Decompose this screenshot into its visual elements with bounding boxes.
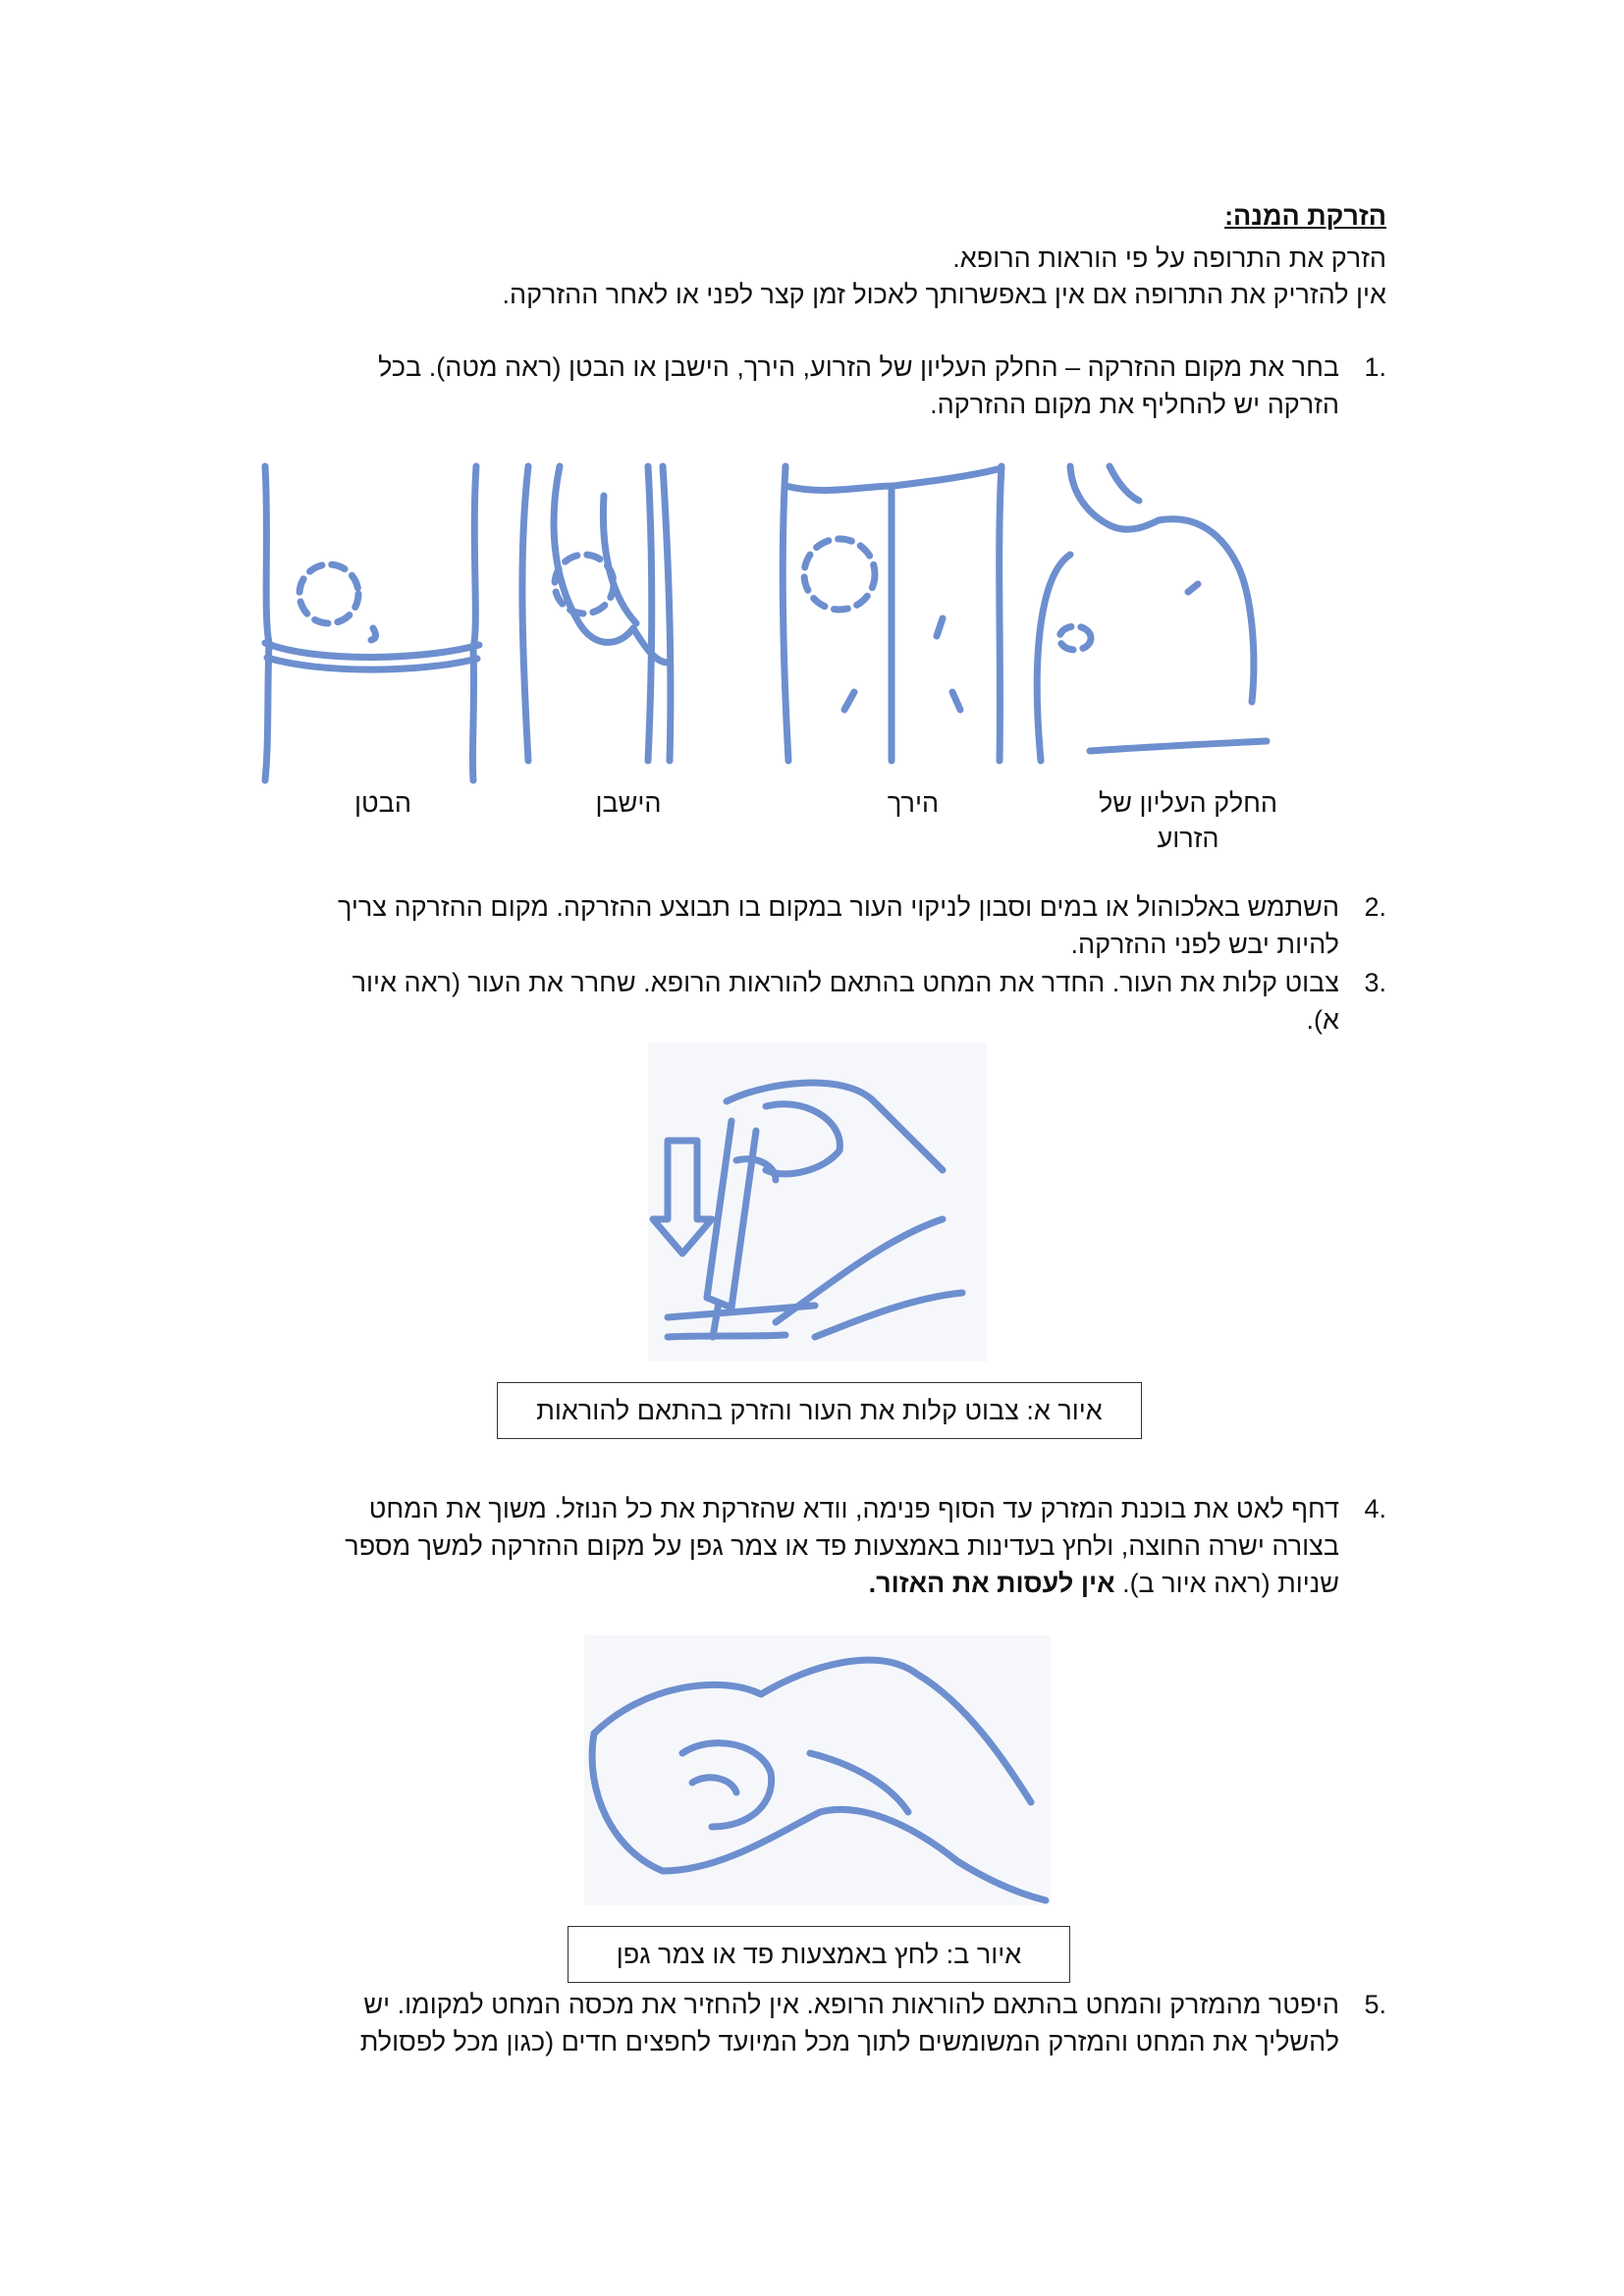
step-text-plain: שניות (ראה איור ב).: [1114, 1569, 1339, 1598]
step-number: 1.: [1364, 352, 1386, 382]
step-1: [378, 348, 1386, 423]
figure-a-caption: איור א: צבוט קלות את העור והזרק בהתאם להוראות: [497, 1382, 1142, 1439]
step-number: 3.: [1364, 968, 1386, 997]
site-label-upper-arm: [1080, 785, 1296, 856]
figure-a-illustration: [648, 1042, 987, 1362]
step-text-line: הזרקה יש להחליף את מקום ההזרקה.: [930, 390, 1339, 419]
step-text-line: [345, 1565, 1339, 1602]
step-text-line: בצורה ישרה החוצה, ולחץ בעדינות באמצעות פד או צמר גפן על מקום ההזרקה למשך מספר: [345, 1531, 1339, 1561]
site-label-thigh: הירך: [887, 788, 940, 818]
intro-line-2: אין להזריק את התרופה אם אין באפשרותך לאכול זמן קצר לפני או לאחר ההזרקה.: [502, 280, 1386, 309]
figure-b-illustration: [584, 1635, 1051, 1905]
step-text-line: להשליך את המחט והמזרק המשומשים לתוך מכל המיועד לחפצים חדים (כגון מכל לפסולת: [359, 2027, 1339, 2056]
step-number: 4.: [1364, 1494, 1386, 1523]
step-number: 2.: [1364, 892, 1386, 922]
step-4: [345, 1490, 1386, 1602]
step-text-line: היפטר מהמזרק והמחט בהתאם להוראות הרופא. אין להחזיר את מכסה המחט למקומו. יש: [363, 1990, 1339, 2019]
abdomen-figure: [265, 466, 479, 780]
step-text-line: להיות יבש לפני ההזרקה.: [1070, 930, 1339, 959]
figure-b-caption: איור ב: לחץ באמצעות פד או צמר גפן: [568, 1926, 1070, 1983]
buttock-figure: [522, 466, 671, 761]
step-warning-bold: אין לעסות את האזור.: [868, 1569, 1115, 1598]
site-label-upper-arm-line2: הזרוע: [1157, 824, 1219, 853]
step-number: 5.: [1364, 1990, 1386, 2019]
step-text-line: צבוט קלות את העור. החדר את המחט בהתאם להוראות הרופא. שחרר את העור (ראה איור: [352, 968, 1339, 997]
upper-arm-figure: [1037, 466, 1267, 761]
site-label-abdomen: הבטן: [354, 788, 411, 818]
thigh-figure: [783, 466, 1001, 761]
step-2: [337, 888, 1386, 963]
section-heading: הזרקת המנה:: [1224, 201, 1386, 231]
injection-sites-illustration: [255, 456, 1335, 790]
step-3: [352, 964, 1386, 1039]
site-label-upper-arm-line1: החלק העליון של: [1098, 788, 1278, 818]
step-5: [359, 1986, 1386, 2060]
site-label-buttock: הישבן: [595, 788, 662, 818]
step-text-line: בחר את מקום ההזרקה – החלק העליון של הזרוע, הירך, הישבן או הבטן (ראה מטה). בכל: [378, 352, 1339, 382]
step-text-line: א).: [1306, 1005, 1339, 1035]
step-text-line: השתמש באלכוהול או במים וסבון לניקוי העור במקום בו תבוצע ההזרקה. מקום ההזרקה צריך: [337, 892, 1339, 922]
step-text-line: דחף לאט את בוכנת המזרק עד הסוף פנימה, וודא שהזרקת את כל הנוזל. משוך את המחט: [368, 1494, 1339, 1523]
intro-line-1: הזרק את התרופה על פי הוראות הרופא.: [952, 243, 1386, 273]
